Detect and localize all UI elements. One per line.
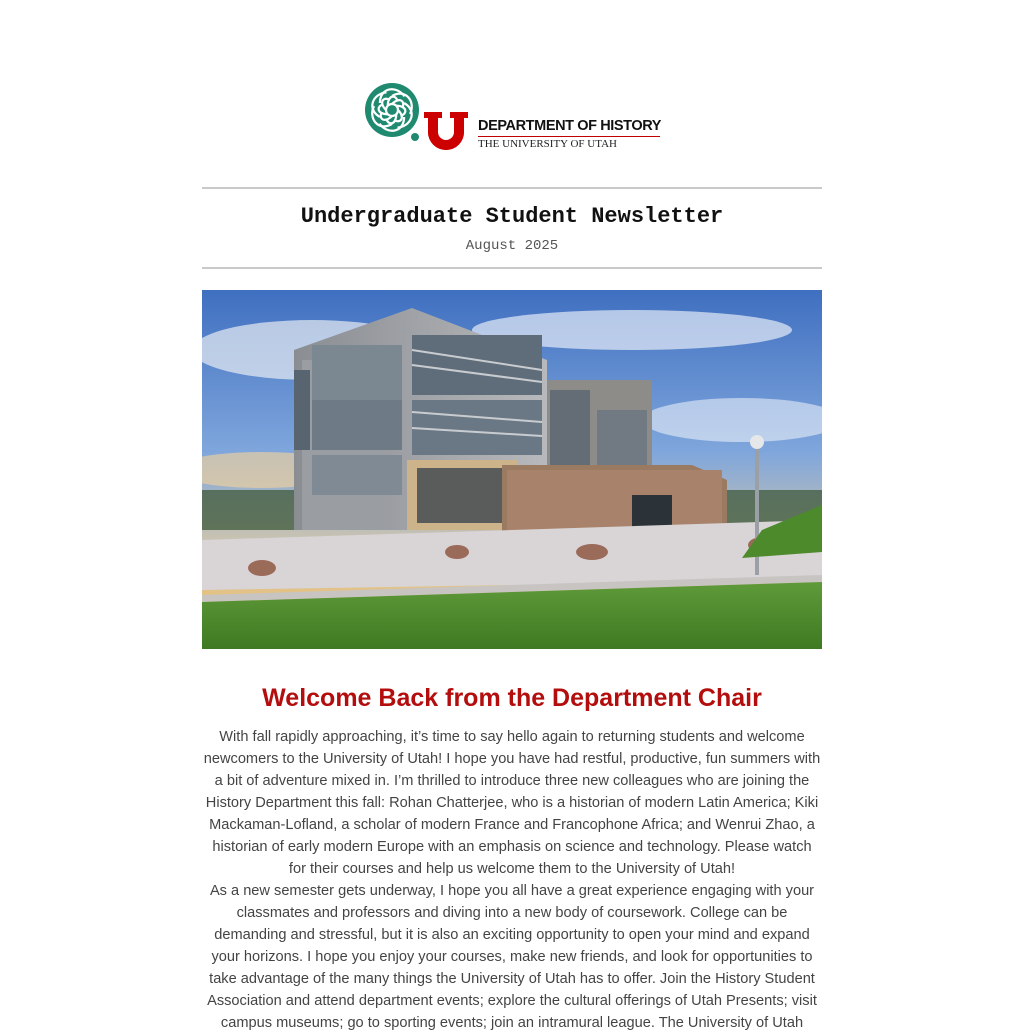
hero-building-image xyxy=(202,290,822,649)
header-bottom-divider xyxy=(202,267,822,269)
logo-university-name: THE UNIVERSITY OF UTAH xyxy=(478,138,617,150)
chair-section-heading: Welcome Back from the Department Chair xyxy=(262,684,762,712)
logo-department-name: DEPARTMENT OF HISTORY xyxy=(478,118,662,134)
flower-emblem-icon xyxy=(362,80,478,160)
building-photo-icon xyxy=(202,290,822,649)
chair-letter-paragraph-1: With fall rapidly approaching, it’s time to say hello again to returning students and welcome newcomers to the University of Utah! I hope you have had restful, productive, fun summers with a bit of adventure mixed in. I’m thrilled to introduce three new colleagues who are joining the History Department this fall: Rohan Chatterjee, who is a historian of modern Latin America; Kiki Mackaman-Lofland, a scholar of modern France and Francophone Africa; and Wenrui Zhao, a historian of early modern Europe with an emphasis on science and technology. Please watch for their courses and help us welcome them to the University of Utah! xyxy=(203,729,821,877)
department-logo[interactable] xyxy=(362,80,662,160)
newsletter-date: August 2025 xyxy=(465,238,559,254)
header-top-divider xyxy=(202,187,822,189)
newsletter-title: Undergraduate Student Newsletter xyxy=(300,204,724,229)
chair-letter xyxy=(202,726,822,1034)
logo-divider xyxy=(478,136,660,137)
chair-letter-paragraph-2: As a new semester gets underway, I hope you all have a great experience engaging with your classmates and professors and diving into a new body of coursework. College can be demanding and stressful, but it is also an exciting opportunity to open your mind and expand your horizons. I hope you enjoy your courses, make new friends, and look for opportunities to take advantage of the many things the University of Utah has to offer. Join the History Student Association and attend department events; explore the cultural offerings of Utah Presents; visit campus museums; go to sporting events; join an intramural league. The University of Utah xyxy=(207,883,817,1031)
